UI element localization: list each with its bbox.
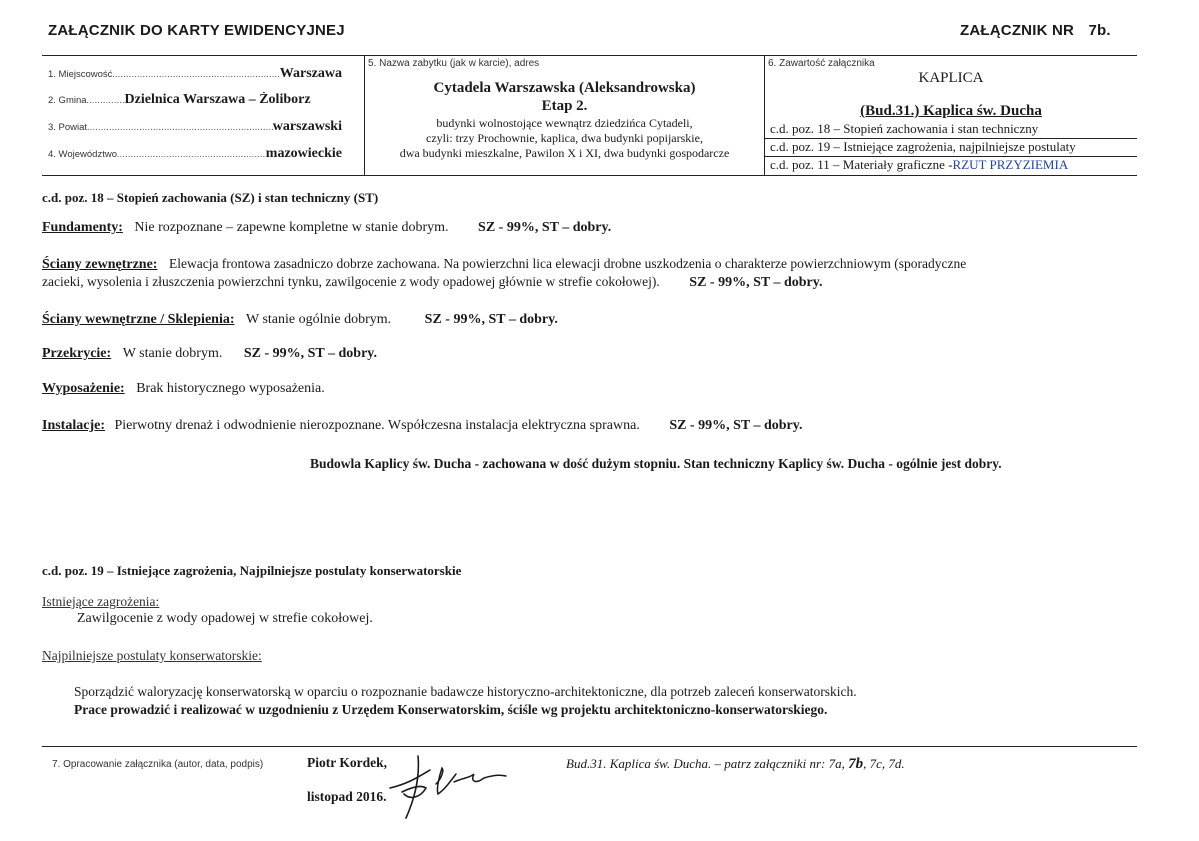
- row-sciany-zew-text-1: Elewacja frontowa zasadniczo dobrze zachowana. Na powierzchni lica elewacji drobne uszkodzenia o charakterze powierzchniowym (sporadyczne: [168, 256, 967, 271]
- row-sciany-zew-text-2: zacieki, wysolenia i złuszczenia powierzchni tynku, zawilgocenie z wody opadowej głównie w strefie cokołowej).: [42, 274, 660, 289]
- row-instalacje-text: Pierwotny drenaż i odwodnienie nierozpoznane. Współczesna instalacja elektryczna sprawna.: [114, 418, 640, 433]
- contents-title: KAPLICA: [918, 70, 984, 86]
- contents-label: 6. Zawartość załącznika: [768, 58, 875, 69]
- contents-subtitle: (Bud.31.) Kaplica św. Ducha: [860, 103, 1042, 119]
- row-sciany-wew-status: SZ - 99%, ST – dobry.: [424, 312, 558, 327]
- row-sciany-zewnetrzne: [42, 256, 966, 273]
- field-powiat-value: warszawski: [272, 119, 342, 134]
- table-top-border: [42, 55, 1137, 56]
- field-miejscowosc: [48, 66, 342, 82]
- section-19-title: c.d. poz. 19 – Istniejące zagrożenia, Najpilniejsze postulaty konserwatorskie: [42, 563, 462, 578]
- attachment-number-value: 7b.: [1088, 22, 1111, 39]
- attachment-header-left: ZAŁĄCZNIK DO KARTY EWIDENCYJNEJ: [48, 22, 345, 39]
- contents-item-2: c.d. poz. 19 – Istniejące zagrożenia, najpilniejsze postulaty: [770, 139, 1076, 154]
- footer-date: listopad 2016.: [307, 789, 387, 804]
- row-fundamenty-text: Nie rozpoznane – zapewne kompletne w stanie dobrym.: [134, 220, 449, 235]
- row-przekrycie-text: W stanie dobrym.: [122, 346, 223, 361]
- row-przekrycie-key: Przekrycie:: [42, 346, 112, 361]
- monument-stage: Etap 2.: [541, 98, 588, 114]
- postulates-text-2: Prace prowadzić i realizować w uzgodnieniu z Urzędem Konserwatorskim, ściśle wg projektu architektoniczno-konserwatorskiego.: [74, 702, 828, 717]
- row-sciany-wew-key: Ściany wewnętrzne / Sklepienia:: [42, 312, 235, 327]
- field-wojewodztwo: [48, 146, 342, 162]
- contents-item-3-link: RZUT PRZYZIEMIA: [952, 157, 1069, 172]
- field-miejscowosc-label: 1. Miejscowość: [48, 69, 113, 80]
- row-instalacje: [42, 418, 802, 434]
- contents-item-3-prefix: c.d. poz. 11 – Materiały graficzne -: [770, 157, 953, 172]
- monument-label: 5. Nazwa zabytku (jak w karcie), adres: [368, 58, 540, 69]
- row-fundamenty-status: SZ - 99%, ST – dobry.: [478, 220, 612, 235]
- row-instalacje-key: Instalacje:: [42, 418, 105, 433]
- monument-name: Cytadela Warszawska (Aleksandrowska): [433, 80, 696, 96]
- contents-item-1: c.d. poz. 18 – Stopień zachowania i stan techniczny: [770, 121, 1039, 136]
- threats-label: Istniejące zagrożenia:: [42, 594, 160, 609]
- field-gmina-label: 2. Gmina: [48, 95, 87, 106]
- field-wojewodztwo-value: mazowieckie: [265, 146, 342, 161]
- row-wyposazenie-key: Wyposażenie:: [42, 381, 125, 396]
- field-wojewodztwo-label: 4. Województwo: [48, 149, 117, 160]
- table-bottom-border: [42, 175, 1137, 176]
- monument-block: [365, 80, 764, 161]
- field-powiat-label: 3. Powiat: [48, 122, 88, 133]
- monument-line-3: dwa budynki mieszkalne, Pawilon X i XI, dwa budynki gospodarcze: [399, 146, 730, 160]
- row-sciany-zew-status: SZ - 99%, ST – dobry.: [689, 275, 823, 290]
- section-18-summary: Budowla Kaplicy św. Ducha - zachowana w dość dużym stopniu. Stan techniczny Kaplicy św. Ducha - ogólnie jest dobry.: [310, 456, 1002, 471]
- footer-top-border: [42, 746, 1137, 747]
- row-wyposazenie: [42, 381, 325, 397]
- contents-item-3: [770, 157, 1068, 173]
- field-dots: [87, 95, 125, 105]
- field-powiat: [48, 119, 342, 135]
- attachment-number-prefix: ZAŁĄCZNIK NR: [960, 22, 1075, 39]
- attachment-number: [960, 22, 1111, 39]
- row-przekrycie: [42, 346, 377, 362]
- row-wyposazenie-text: Brak historycznego wyposażenia.: [136, 381, 325, 396]
- field-gmina: [48, 92, 342, 108]
- footer-label: 7. Opracowanie załącznika (autor, data, podpis): [52, 759, 264, 770]
- threats-text: Zawilgocenie z wody opadowej w strefie cokołowej.: [77, 611, 373, 626]
- field-gmina-value: Dzielnica Warszawa – Żoliborz: [124, 92, 311, 107]
- row-fundamenty: [42, 220, 611, 236]
- row-instalacje-status: SZ - 99%, ST – dobry.: [669, 418, 803, 433]
- footer-author: Piotr Kordek,: [307, 755, 387, 770]
- footer-reference-prefix: Bud.31. Kaplica św. Ducha. – patrz załączniki nr: 7a,: [566, 756, 845, 771]
- field-miejscowosc-value: Warszawa: [279, 66, 342, 81]
- postulates-text-1: Sporządzić waloryzację konserwatorską w oparciu o rozpoznanie badawcze historyczno-architektoniczne, dla potrzeb zaleceń konserwatorskich.: [74, 684, 857, 699]
- footer-reference: [566, 756, 905, 773]
- row-sciany-wewnetrzne: [42, 312, 558, 328]
- field-dots: [112, 69, 279, 79]
- footer-reference-bold: 7b: [848, 756, 864, 772]
- monument-line-1: budynki wolnostojące wewnątrz dziedzińca Cytadeli,: [436, 116, 693, 130]
- field-dots: [87, 122, 273, 132]
- row-sciany-zew-key: Ściany zewnętrzne:: [42, 257, 158, 272]
- footer-reference-suffix: , 7c, 7d.: [863, 756, 905, 771]
- row-sciany-zewnetrzne-cont: [42, 274, 822, 291]
- row-przekrycie-status: SZ - 99%, ST – dobry.: [243, 346, 378, 361]
- section-18-title: c.d. poz. 18 – Stopień zachowania (SZ) i stan techniczny (ST): [42, 190, 379, 205]
- monument-line-2: czyli: trzy Prochownie, kaplica, dwa budynki popijarskie,: [426, 131, 703, 145]
- field-dots: [117, 149, 266, 159]
- postulates-label: Najpilniejsze postulaty konserwatorskie:: [42, 648, 262, 663]
- row-sciany-wew-text: W stanie ogólnie dobrym.: [246, 312, 392, 327]
- signature-icon: [380, 748, 520, 820]
- row-fundamenty-key: Fundamenty:: [42, 220, 123, 235]
